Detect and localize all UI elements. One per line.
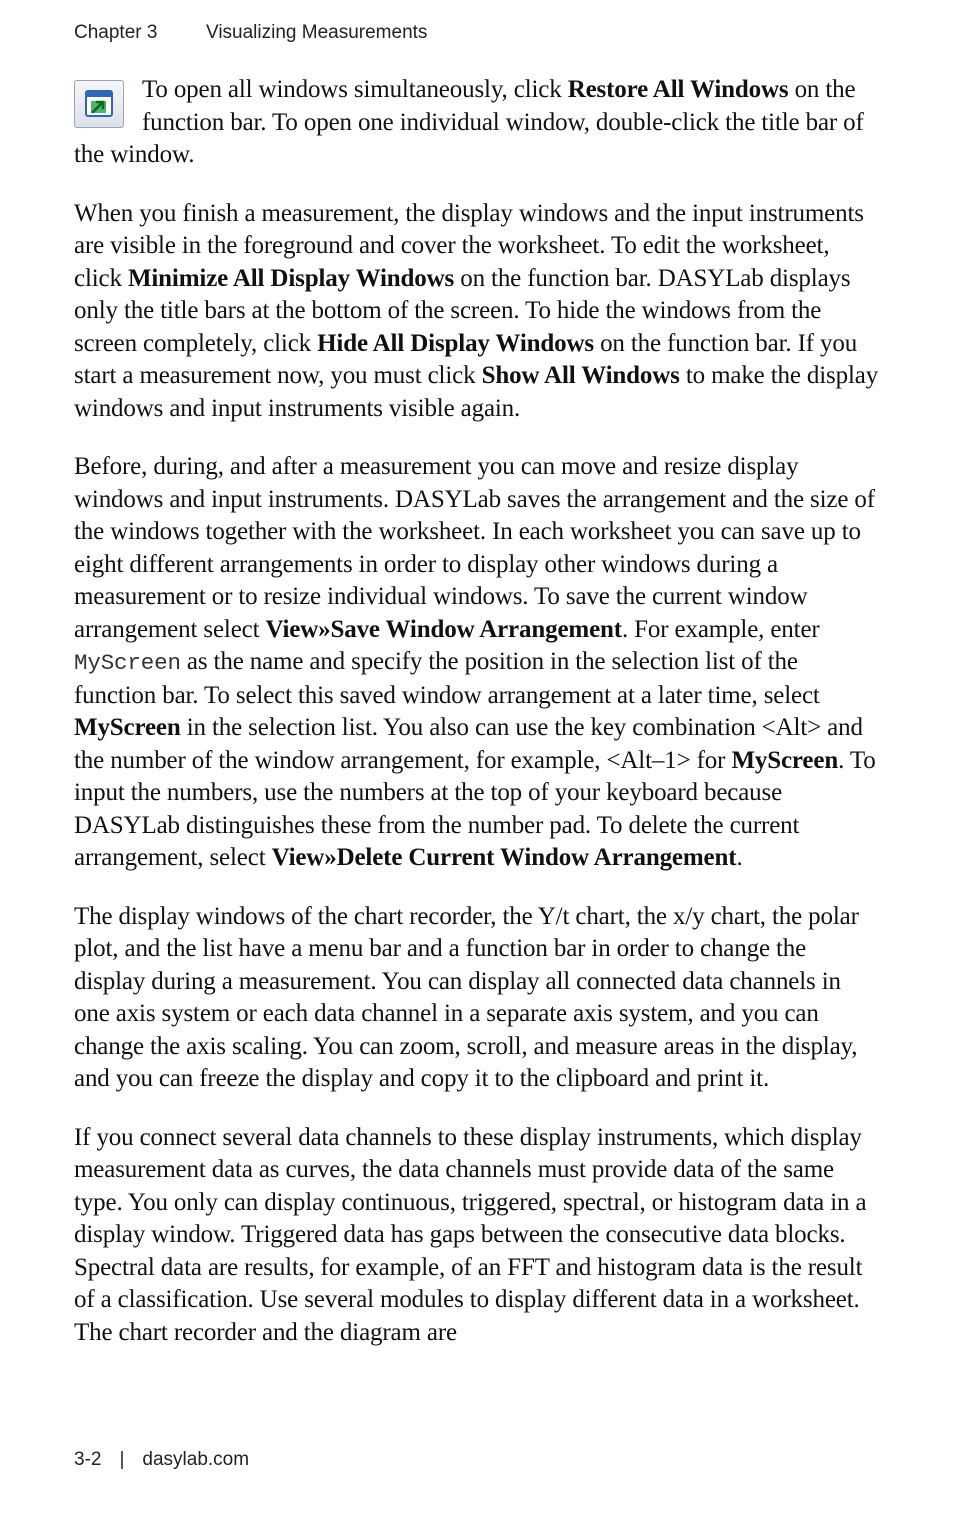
ui-term-show-all-windows: Show All Windows bbox=[481, 362, 680, 389]
chapter-number: Chapter 3 bbox=[74, 22, 158, 43]
text-run: . bbox=[736, 844, 743, 871]
chapter-title: Visualizing Measurements bbox=[206, 22, 428, 43]
footer-separator: | bbox=[119, 1449, 125, 1470]
ui-term-restore-all-windows: Restore All Windows bbox=[567, 76, 789, 103]
text-run: . For example, enter bbox=[621, 615, 820, 643]
paragraph-data-channels: If you connect several data channels to these display instruments, which display measurement data as curves, the data channels must provide data of the same type. You only can display continuous, triggered, spectral, or histogram data in a display window. Triggered data has gaps between the consecutive data blocks. Spectral data are results, for example, of an FFT and histogram data is the result of a classification. Use several modules to display different data in a worksheet. The chart recorder and the diagram are bbox=[74, 1123, 867, 1346]
text-run: . To input the numbers, use the numbers at the top of your keyboard because DASYLab distinguishes these from the number pad. To delete the current arrangement, select bbox=[74, 746, 876, 871]
text-run: Before, during, and after a measurement you can move and resize display windows and input instruments. DASYLab saves the arrangement and the size of the windows together with the worksheet. In each worksheet you can save up to eight different arrangements in order to display other windows during a measurement or to resize individual windows. To save the current window arrangement select bbox=[74, 453, 875, 643]
text-run: on the function bar. To open one individual window, double-click the title bar of the window. bbox=[74, 76, 864, 168]
page-footer bbox=[74, 1449, 249, 1471]
ui-term-myscreen: MyScreen bbox=[74, 714, 181, 741]
text-run: in the selection list. You also can use the key combination <Alt> and the number of the window arrangement, for example, <Alt–1> for bbox=[74, 714, 863, 774]
footer-site: dasylab.com bbox=[142, 1449, 250, 1470]
window-arrow-icon bbox=[83, 88, 115, 120]
text-run: on the function bar. If you start a measurement now, you must click bbox=[74, 329, 858, 389]
paragraph-window-arrangements bbox=[74, 451, 880, 875]
ui-term-myscreen: MyScreen bbox=[731, 746, 839, 774]
ui-term-hide-all-display-windows: Hide All Display Windows bbox=[317, 329, 594, 357]
running-header bbox=[74, 22, 427, 44]
page-number: 3-2 bbox=[74, 1449, 102, 1470]
menu-path-save-window-arrangement: View»Save Window Arrangement bbox=[265, 615, 622, 643]
ui-term-minimize-all-display-windows: Minimize All Display Windows bbox=[127, 264, 455, 292]
paragraph-display-windows: The display windows of the chart recorder, the Y/t chart, the x/y chart, the polar plot, and the list have a menu bar and a function bar in order to change the display during a measurement. You can display all connected data channels in one axis system or each data channel in a separate axis system, and you can change the axis scaling. You can zoom, scroll, and measure areas in the display, and you can freeze the display and copy it to the clipboard and print it. bbox=[74, 902, 859, 1092]
menu-path-delete-current-window-arrangement: View»Delete Current Window Arrangement bbox=[271, 844, 737, 871]
paragraph-restore-windows bbox=[74, 74, 880, 172]
restore-all-windows-icon bbox=[74, 80, 124, 128]
paragraph-minimize-windows bbox=[74, 198, 880, 426]
text-run: To open all windows simultaneously, click bbox=[142, 76, 568, 103]
body-text bbox=[74, 74, 880, 1375]
text-run: When you finish a measurement, the display windows and the input instruments are visible in the foreground and cover the worksheet. To edit the worksheet, click bbox=[74, 199, 864, 292]
text-run: on the function bar. DASYLab displays only the title bars at the bottom of the screen. To hide the windows from the screen completely, click bbox=[74, 264, 851, 357]
text-run: to make the display windows and input instruments visible again. bbox=[74, 362, 879, 422]
text-run: as the name and specify the position in the selection list of the function bar. To select this saved window arrangement at a later time, select bbox=[74, 648, 820, 709]
code-myscreen: MyScreen bbox=[74, 650, 181, 676]
